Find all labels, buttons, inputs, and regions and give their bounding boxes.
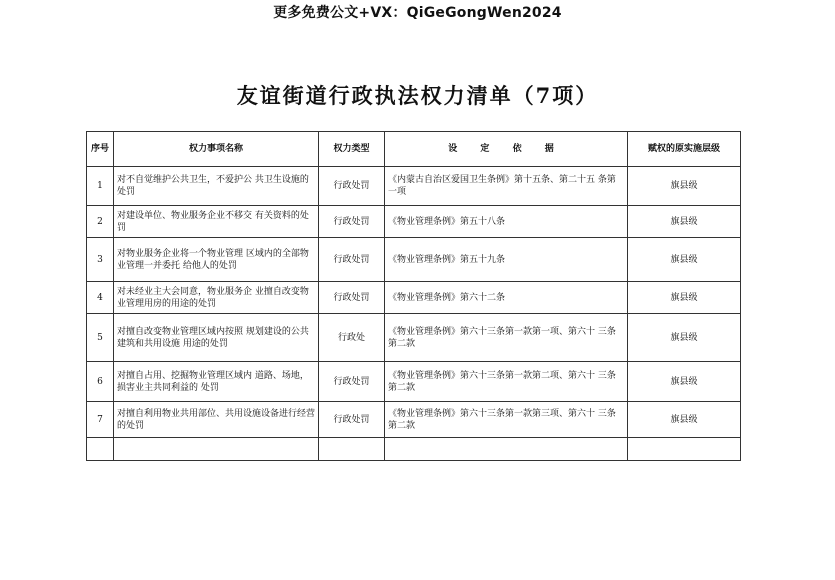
table-row (87, 167, 741, 206)
cell-type: 行政处罚 (319, 282, 385, 314)
cell-basis: 《物业管理条例》第五十八条 (385, 206, 628, 238)
cell-no: 5 (87, 314, 114, 362)
cell-level: 旗县级 (628, 167, 741, 206)
cell-name: 对物业服务企业将一个物业管理 区域内的全部物业管理一并委托 给他人的处罚 (114, 238, 319, 282)
cell-no: 6 (87, 362, 114, 402)
cell-level: 旗县级 (628, 314, 741, 362)
header-type: 权力类型 (319, 132, 385, 167)
cell-basis: 《物业管理条例》第六十三条第一款第一项、第六十 三条第二款 (385, 314, 628, 362)
cell-level: 旗县级 (628, 206, 741, 238)
cell-level: 旗县级 (628, 282, 741, 314)
cell-no: 3 (87, 238, 114, 282)
cell-type: 行政处罚 (319, 362, 385, 402)
cell-empty (319, 438, 385, 461)
table-row-empty (87, 438, 741, 461)
document-title: 友谊街道行政执法权力清单（7项） (236, 83, 599, 108)
header-name: 权力事项名称 (114, 132, 319, 167)
watermark-text: 更多免费公文+VX：QiGeGongWen2024 (273, 5, 562, 21)
table-row (87, 238, 741, 282)
cell-name: 对擅自占用、挖掘物业管理区域内 道路、场地，损害业主共同利益的 处罚 (114, 362, 319, 402)
cell-empty (114, 438, 319, 461)
cell-basis: 《物业管理条例》第五十九条 (385, 238, 628, 282)
cell-basis: 《物业管理条例》第六十三条第一款第三项、第六十 三条第二款 (385, 402, 628, 438)
cell-name: 对建设单位、物业服务企业不移交 有关资料的处罚 (114, 206, 319, 238)
header-no: 序号 (87, 132, 114, 167)
cell-empty (628, 438, 741, 461)
cell-type: 行政处罚 (319, 402, 385, 438)
cell-level: 旗县级 (628, 362, 741, 402)
cell-name: 对擅自改变物业管理区域内按照 规划建设的公共建筑和共用设施 用途的处罚 (114, 314, 319, 362)
header-level: 赋权的原实施层级 (628, 132, 741, 167)
table-row (87, 402, 741, 438)
cell-no: 4 (87, 282, 114, 314)
header-basis: 设 定 依 据 (385, 132, 628, 167)
cell-name: 对不自觉维护公共卫生，不爱护公 共卫生设施的处罚 (114, 167, 319, 206)
power-list-table (86, 131, 741, 461)
cell-level: 旗县级 (628, 402, 741, 438)
cell-level: 旗县级 (628, 238, 741, 282)
table-row (87, 362, 741, 402)
table-header-row (87, 132, 741, 167)
cell-no: 1 (87, 167, 114, 206)
cell-type: 行政处罚 (319, 206, 385, 238)
cell-no: 2 (87, 206, 114, 238)
cell-name: 对未经业主大会同意，物业服务企 业擅自改变物业管理用房的用途的处罚 (114, 282, 319, 314)
cell-empty (385, 438, 628, 461)
cell-no: 7 (87, 402, 114, 438)
cell-type: 行政处 (319, 314, 385, 362)
cell-name: 对擅自利用物业共用部位、共用设施设备进行经营的处罚 (114, 402, 319, 438)
cell-empty (87, 438, 114, 461)
table-row (87, 314, 741, 362)
table-row (87, 206, 741, 238)
cell-basis: 《物业管理条例》第六十二条 (385, 282, 628, 314)
cell-type: 行政处罚 (319, 238, 385, 282)
cell-type: 行政处罚 (319, 167, 385, 206)
cell-basis: 《内蒙古自治区爱国卫生条例》第十五条、第二十五 条第一项 (385, 167, 628, 206)
cell-basis: 《物业管理条例》第六十三条第一款第二项、第六十 三条第二款 (385, 362, 628, 402)
table-row (87, 282, 741, 314)
